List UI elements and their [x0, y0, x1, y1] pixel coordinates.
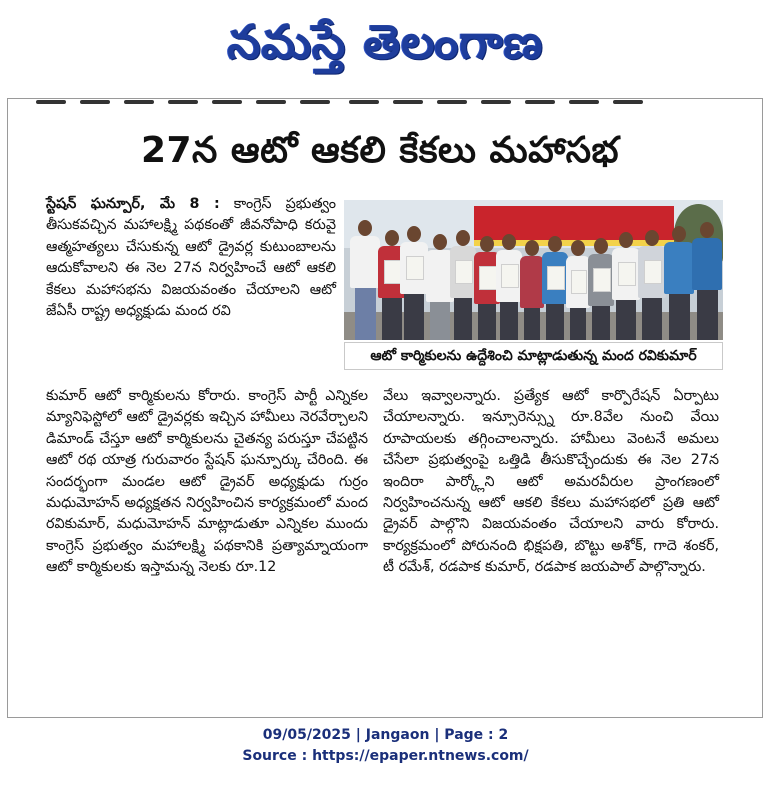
photo-person — [350, 220, 380, 340]
news-photo — [344, 200, 723, 340]
article-paragraph-2: కుమార్ ఆటో కార్మికులను కోరారు. కాంగ్రెస్ పార్టీ ఎన్నికల మ్యానిఫెస్టోలో ఆటో డ్రైవర్లకు ఇచ్చిన హామీలు నెరవేర్చాలని డిమాండ్ చేస్తూ ఆటో కార్మికులను చైతన్య పరుస్తూ చేపట్టిన ఆటో రథ యాత్ర గురువారం స్టేషన్ ఘన్పూర్కు చేరింది. ఈ సందర్భంగా మండల ఆటో డ్రైవర్ అధ్యక్షుడు గుర్రం మధుమోహన్ అధ్యక్షతన నిర్వహించిన కార్యక్రమంలో మంద రవికుమార్, మధుమోహన్ మాట్లాడుతూ ఎన్నికల ముందు కాంగ్రెస్ ప్రభుత్వం మహాలక్ష్మి పథకానికి ప్రత్యామ్నాయంగా ఆటో కార్మికులకు ఇస్తామన్న నెలకు రూ.12 — [46, 388, 368, 576]
article-column-right — [383, 386, 719, 579]
photo-person — [566, 240, 590, 340]
photo-person — [400, 226, 428, 340]
photo-person — [612, 232, 640, 340]
article-paragraph-1 — [46, 194, 336, 322]
photo-person — [496, 234, 522, 340]
photo-person — [638, 230, 666, 340]
photo-person — [542, 236, 568, 340]
dateline: స్టేషన్ ఘన్పూర్, మే 8 : — [46, 196, 220, 212]
masthead-title: నమస్తే తెలంగాణ — [227, 15, 544, 70]
photo-person — [692, 222, 722, 340]
photo-caption: ఆటో కార్మికులను ఉద్దేశించి మాట్లాడుతున్న మంద రవికుమార్ — [344, 342, 723, 370]
photo-person — [520, 240, 544, 340]
article-column-left-top — [46, 194, 336, 322]
article-column-left-bottom — [46, 386, 368, 579]
article-headline: 27న ఆటో ఆకలి కేకలు మహాసభ — [140, 130, 620, 171]
cut-text-line — [36, 100, 668, 106]
footer-source-line: Source : https://epaper.ntnews.com/ — [242, 748, 529, 764]
photo-person — [588, 238, 614, 340]
article-paragraph-3: వేలు ఇవ్వాలన్నారు. ప్రత్యేక ఆటో కార్పొరేషన్ ఏర్పాటు చేయాలన్నారు. ఇన్సూరెన్స్ను రూ.8వేల నుంచి వేయి రూపాయలకు తగ్గించాలన్నారు. హామీలు వెంటనే అమలు చేసేలా ప్రభుత్వంపై ఒత్తిడి తీసుకొచ్చేందుకు ఈ నెల 27న ఇందిరా పార్క్లోని ఆటో అమరవీరుల ప్రాంగణంలో నిర్వహించనున్న ఆటో ఆకలి కేకలు మహాసభలో ప్రతి ఆటో డ్రైవర్ పాల్గొని విజయవంతం చేయాలని వారు కోరారు. కార్యక్రమంలో పోరునంది భిక్షపతి, బొట్టు అశోక్, గాదె శంకర్, టీ రమేశ్, రడపాక కుమార్, రడపాక జయపాల్ పాల్గొన్నారు. — [383, 388, 719, 576]
paragraph-text: కాంగ్రెస్ ప్రభుత్వం తీసుకవచ్చిన మహాలక్ష్మి పథకంతో జీవనోపాధి కరువై ఆత్మహత్యలు చేసుకున్న ఆటో డ్రైవర్ల కుటుంబాలను ఆదుకోవాలని ఈ నెల 27న నిర్వహించే ఆటో ఆకలి కేకలు మహాసభను విజయవంతం చేయాలని ఆటో జేఏసీ రాష్ట్ర అధ్యక్షుడు మంద రవి — [46, 196, 336, 320]
photo-person — [450, 230, 476, 340]
footer-date-line: 09/05/2025 | Jangaon | Page : 2 — [262, 727, 509, 743]
photo-person — [664, 226, 694, 340]
